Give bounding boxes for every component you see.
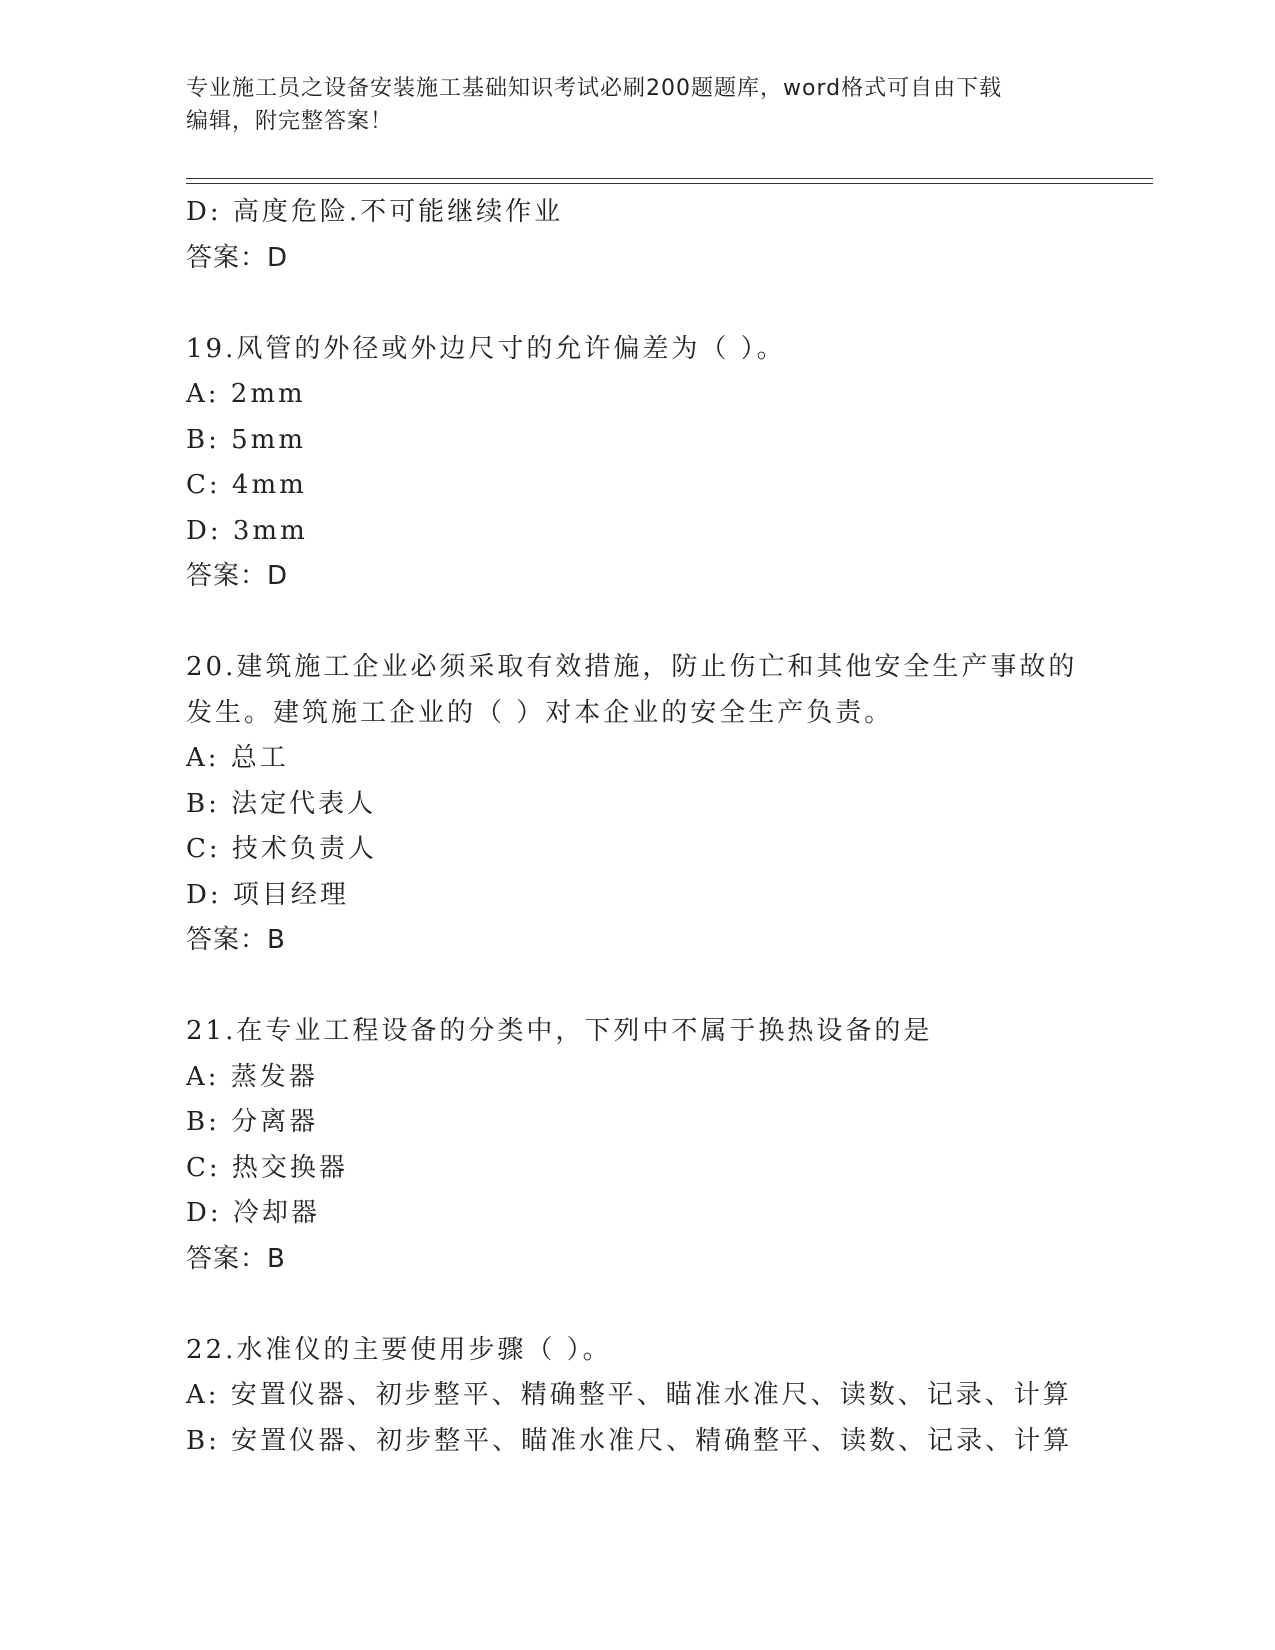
header-divider-top (186, 178, 1153, 179)
header-title-line-2: 编辑，附完整答案！ (186, 109, 394, 134)
question-list (186, 190, 1146, 1464)
spacer (186, 964, 1146, 1010)
option-d: D: 项目经理 (186, 879, 349, 910)
option-a: A: 2mm (186, 379, 306, 409)
question-block-21 (186, 1009, 1146, 1282)
question-block-20 (186, 645, 1146, 964)
header-title-line-1: 专业施工员之设备安装施工基础知识考试必刷200题题库，word格式可自由下载 (186, 76, 1003, 101)
question-block-19 (186, 327, 1146, 600)
option-a: A: 安置仪器、初步整平、精确整平、瞄准水准尺、读数、记录、计算 (186, 1380, 1072, 1410)
header-divider-bottom (186, 183, 1153, 184)
option-d: D: 3mm (186, 515, 308, 546)
spacer (186, 1282, 1146, 1328)
question-text-line-1: 20.建筑施工企业必须采取有效措施，防止伤亡和其他安全生产事故的 (186, 652, 1078, 682)
option-a: A: 蒸发器 (186, 1061, 318, 1092)
answer-label: 答案：B (186, 1243, 286, 1274)
answer-label: 答案：D (186, 242, 289, 273)
option-b: B: 法定代表人 (186, 788, 377, 819)
option-d: D: 高度危险.不可能继续作业 (186, 197, 564, 227)
document-header (186, 72, 1066, 138)
option-c: C: 热交换器 (186, 1152, 348, 1183)
option-c: C: 4mm (186, 470, 307, 500)
question-block-18 (186, 190, 1146, 281)
option-b: B: 安置仪器、初步整平、瞄准水准尺、精确整平、读数、记录、计算 (186, 1425, 1073, 1456)
option-b: B: 5mm (186, 424, 306, 455)
question-text: 21.在专业工程设备的分类中，下列中不属于换热设备的是 (186, 1016, 933, 1046)
spacer (186, 281, 1146, 327)
spacer (186, 600, 1146, 646)
option-b: B: 分离器 (186, 1107, 319, 1137)
option-a: A: 总工 (186, 743, 289, 773)
question-text: 19.风管的外径或外边尺寸的允许偏差为（ ）。 (186, 333, 786, 364)
option-d: D: 冷却器 (186, 1198, 320, 1228)
question-block-22 (186, 1328, 1146, 1465)
question-text: 22.水准仪的主要使用步骤（ ）。 (186, 1334, 612, 1365)
answer-label: 答案：D (186, 561, 289, 591)
answer-label: 答案：B (186, 925, 286, 955)
question-text-line-2: 发生。建筑施工企业的（ ）对本企业的安全生产负责。 (186, 697, 894, 728)
option-c: C: 技术负责人 (186, 834, 377, 864)
